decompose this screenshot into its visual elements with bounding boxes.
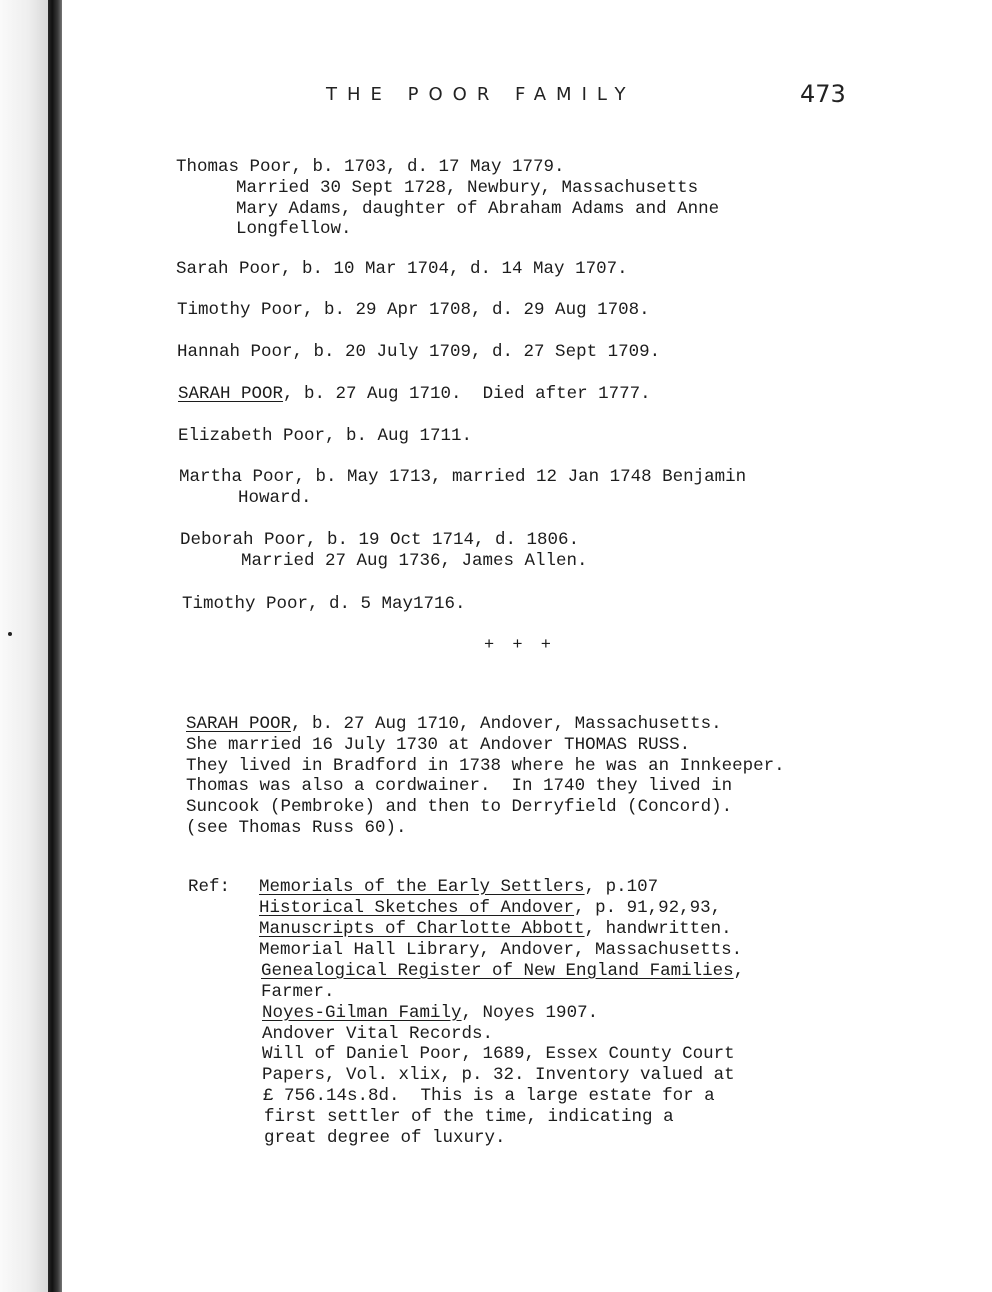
ref-title: Historical Sketches of Andover [259, 898, 575, 918]
ref-detail: Will of Daniel Poor, 1689, Essex County Court [262, 1044, 735, 1064]
entry-timothy-1716: Timothy Poor, d. 5 May1716. [182, 594, 466, 614]
ref-detail: £ 756.14s.8d. This is a large estate for a [263, 1086, 715, 1106]
ref-detail: Papers, Vol. xlix, p. 32. Inventory valued at [262, 1065, 735, 1085]
entry-martha-line-2: Howard. [238, 488, 312, 508]
entry-elizabeth: Elizabeth Poor, b. Aug 1711. [178, 426, 473, 446]
ref-item [264, 1128, 506, 1149]
ref-item [261, 961, 744, 982]
ref-item [262, 1044, 735, 1065]
ref-detail: , Noyes 1907. [461, 1003, 599, 1023]
entry-thomas-line-3: Mary Adams, daughter of Abraham Adams and Anne [236, 199, 720, 219]
binding-strip [48, 0, 62, 1292]
ref-item [262, 1024, 493, 1045]
ref-detail: , p. 91,92,93, [574, 898, 722, 918]
bio-birth: , b. 27 Aug 1710, Andover, Massachusetts. [291, 714, 722, 734]
ref-item [264, 1107, 674, 1128]
bio-line-6: (see Thomas Russ 60). [186, 818, 407, 838]
ref-detail: Memorial Hall Library, Andover, Massachusetts. [259, 940, 743, 960]
ref-detail: , [733, 961, 745, 981]
bio-name: SARAH POOR [186, 714, 292, 734]
entry-hannah: Hannah Poor, b. 20 July 1709, d. 27 Sept 1709. [177, 342, 661, 362]
entry-thomas-line-4: Longfellow. [236, 219, 352, 239]
ref-detail: great degree of luxury. [264, 1128, 506, 1148]
ref-item [259, 919, 732, 940]
ref-detail: , handwritten. [584, 919, 732, 939]
page-title: THE POOR FAMILY [326, 84, 636, 105]
entry-sarah-dates: , b. 27 Aug 1710. Died after 1777. [283, 384, 651, 404]
bio-line-5: Suncook (Pembroke) and then to Derryfield (Concord). [186, 797, 733, 817]
ref-detail: , p.107 [584, 877, 659, 897]
ref-detail: Andover Vital Records. [262, 1024, 494, 1044]
page-number: 473 [800, 80, 846, 108]
ref-item [259, 877, 658, 898]
bio-line-3: They lived in Bradford in 1738 where he was an Innkeeper. [186, 756, 785, 776]
ref-label: Ref: [188, 877, 231, 897]
entry-sarah-1710 [178, 384, 651, 405]
entry-thomas-line-1: Thomas Poor, b. 1703, d. 17 May 1779. [176, 157, 565, 177]
entry-deborah-line-2: Married 27 Aug 1736, James Allen. [241, 551, 588, 571]
bio-line-1 [186, 714, 722, 735]
page-edge-shadow [0, 0, 48, 1292]
entry-sarah-name: SARAH POOR [178, 384, 284, 404]
bio-line-4: Thomas was also a cordwainer. In 1740 they lived in [186, 776, 733, 796]
ref-item [262, 1003, 598, 1024]
entry-timothy-1708: Timothy Poor, b. 29 Apr 1708, d. 29 Aug 1708. [177, 300, 650, 320]
ref-item [263, 1086, 715, 1107]
entry-martha-line-1: Martha Poor, b. May 1713, married 12 Jan 1748 Benjamin [179, 467, 747, 487]
entry-deborah-line-1: Deborah Poor, b. 19 Oct 1714, d. 1806. [180, 530, 580, 550]
ref-title: Noyes-Gilman Family [262, 1003, 462, 1023]
entry-sarah-1704: Sarah Poor, b. 10 Mar 1704, d. 14 May 1707. [176, 259, 628, 279]
section-separator: + + + [484, 636, 556, 655]
bio-line-2: She married 16 July 1730 at Andover THOMAS RUSS. [186, 735, 691, 755]
ref-item [259, 940, 742, 961]
ref-detail: Farmer. [261, 982, 335, 1002]
ref-title: Memorials of the Early Settlers [259, 877, 585, 897]
ref-item [261, 982, 335, 1003]
entry-thomas-line-2: Married 30 Sept 1728, Newbury, Massachusetts [236, 178, 699, 198]
ink-speck [8, 632, 12, 636]
ref-item [259, 898, 721, 919]
ref-detail: first settler of the time, indicating a [264, 1107, 674, 1127]
ref-title: Genealogical Register of New England Families [261, 961, 734, 981]
ref-title: Manuscripts of Charlotte Abbott [259, 919, 585, 939]
ref-item [262, 1065, 735, 1086]
